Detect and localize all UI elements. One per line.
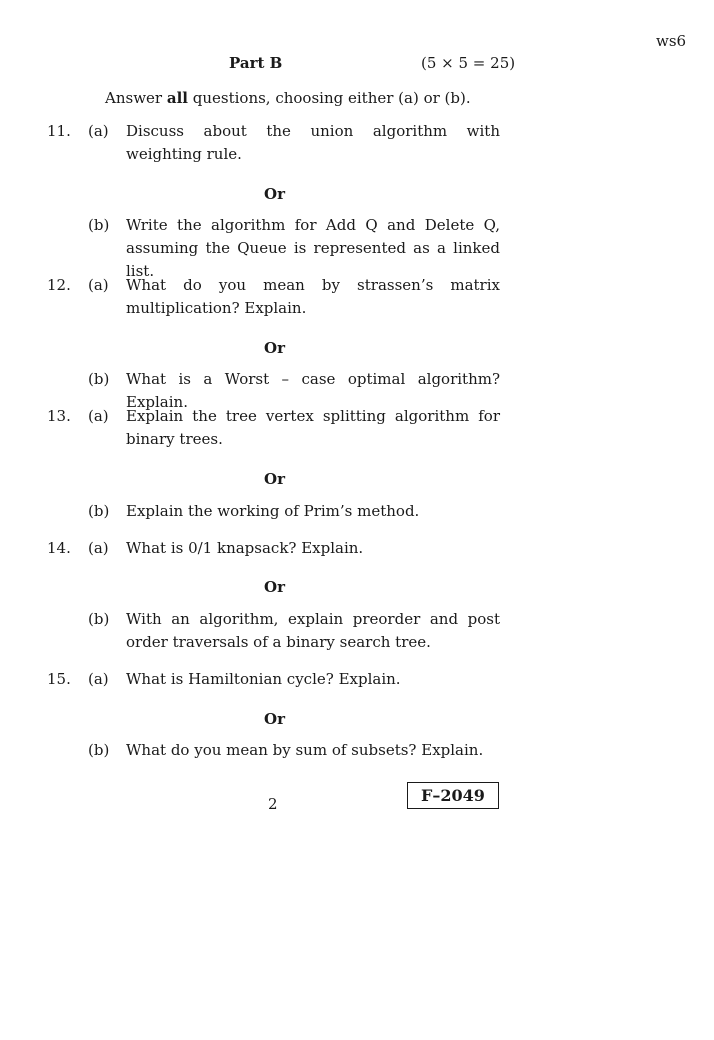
question-text: What do you mean by sum of subsets? Explain. — [126, 741, 484, 759]
question-number: 13. — [47, 407, 71, 425]
question-text: What do you mean by strassen’s matrix multiplication? Explain. — [126, 276, 500, 317]
question-number: 14. — [47, 539, 71, 557]
paper-code: F–2049 — [407, 782, 499, 809]
option-label: (a) — [88, 122, 109, 140]
question-text: What is 0/1 knapsack? Explain. — [126, 539, 364, 557]
page-number: 2 — [268, 795, 278, 813]
or-divider: Or — [264, 578, 285, 596]
question-text: Explain the working of Prim’s method. — [126, 502, 420, 520]
question-number: 12. — [47, 276, 71, 294]
question-text: What is a Worst – case optimal algorithm? Explain. — [126, 370, 500, 411]
or-divider: Or — [264, 470, 285, 488]
or-divider: Or — [264, 710, 285, 728]
option-label: (b) — [88, 741, 110, 759]
option-label: (b) — [88, 610, 110, 628]
question-text: Discuss about the union algorithm with weighting rule. — [126, 122, 500, 163]
instruction-bold: all — [166, 89, 188, 107]
question-number: 15. — [47, 670, 71, 688]
question-text: Write the algorithm for Add Q and Delete Q, assuming the Queue is represented as a linked list. — [126, 216, 500, 280]
option-label: (b) — [88, 216, 110, 234]
option-label: (a) — [88, 670, 109, 688]
question-text: With an algorithm, explain preorder and post order traversals of a binary search tree. — [126, 610, 500, 651]
option-label: (b) — [88, 370, 110, 388]
or-divider: Or — [264, 185, 285, 203]
option-label: (a) — [88, 539, 109, 557]
question-text: Explain the tree vertex splitting algorithm for binary trees. — [126, 407, 500, 448]
question-text: What is Hamiltonian cycle? Explain. — [126, 670, 401, 688]
page-code: ws6 — [656, 32, 687, 50]
option-label: (a) — [88, 276, 109, 294]
marks-allocation: (5 × 5 = 25) — [421, 54, 516, 72]
option-label: (a) — [88, 407, 109, 425]
or-divider: Or — [264, 339, 285, 357]
part-title: Part B — [229, 54, 283, 72]
question-number: 11. — [47, 122, 71, 140]
option-label: (b) — [88, 502, 110, 520]
instruction — [105, 89, 471, 107]
instruction-prefix: Answer — [105, 89, 167, 107]
instruction-suffix: questions, choosing either (a) or (b). — [187, 89, 471, 107]
